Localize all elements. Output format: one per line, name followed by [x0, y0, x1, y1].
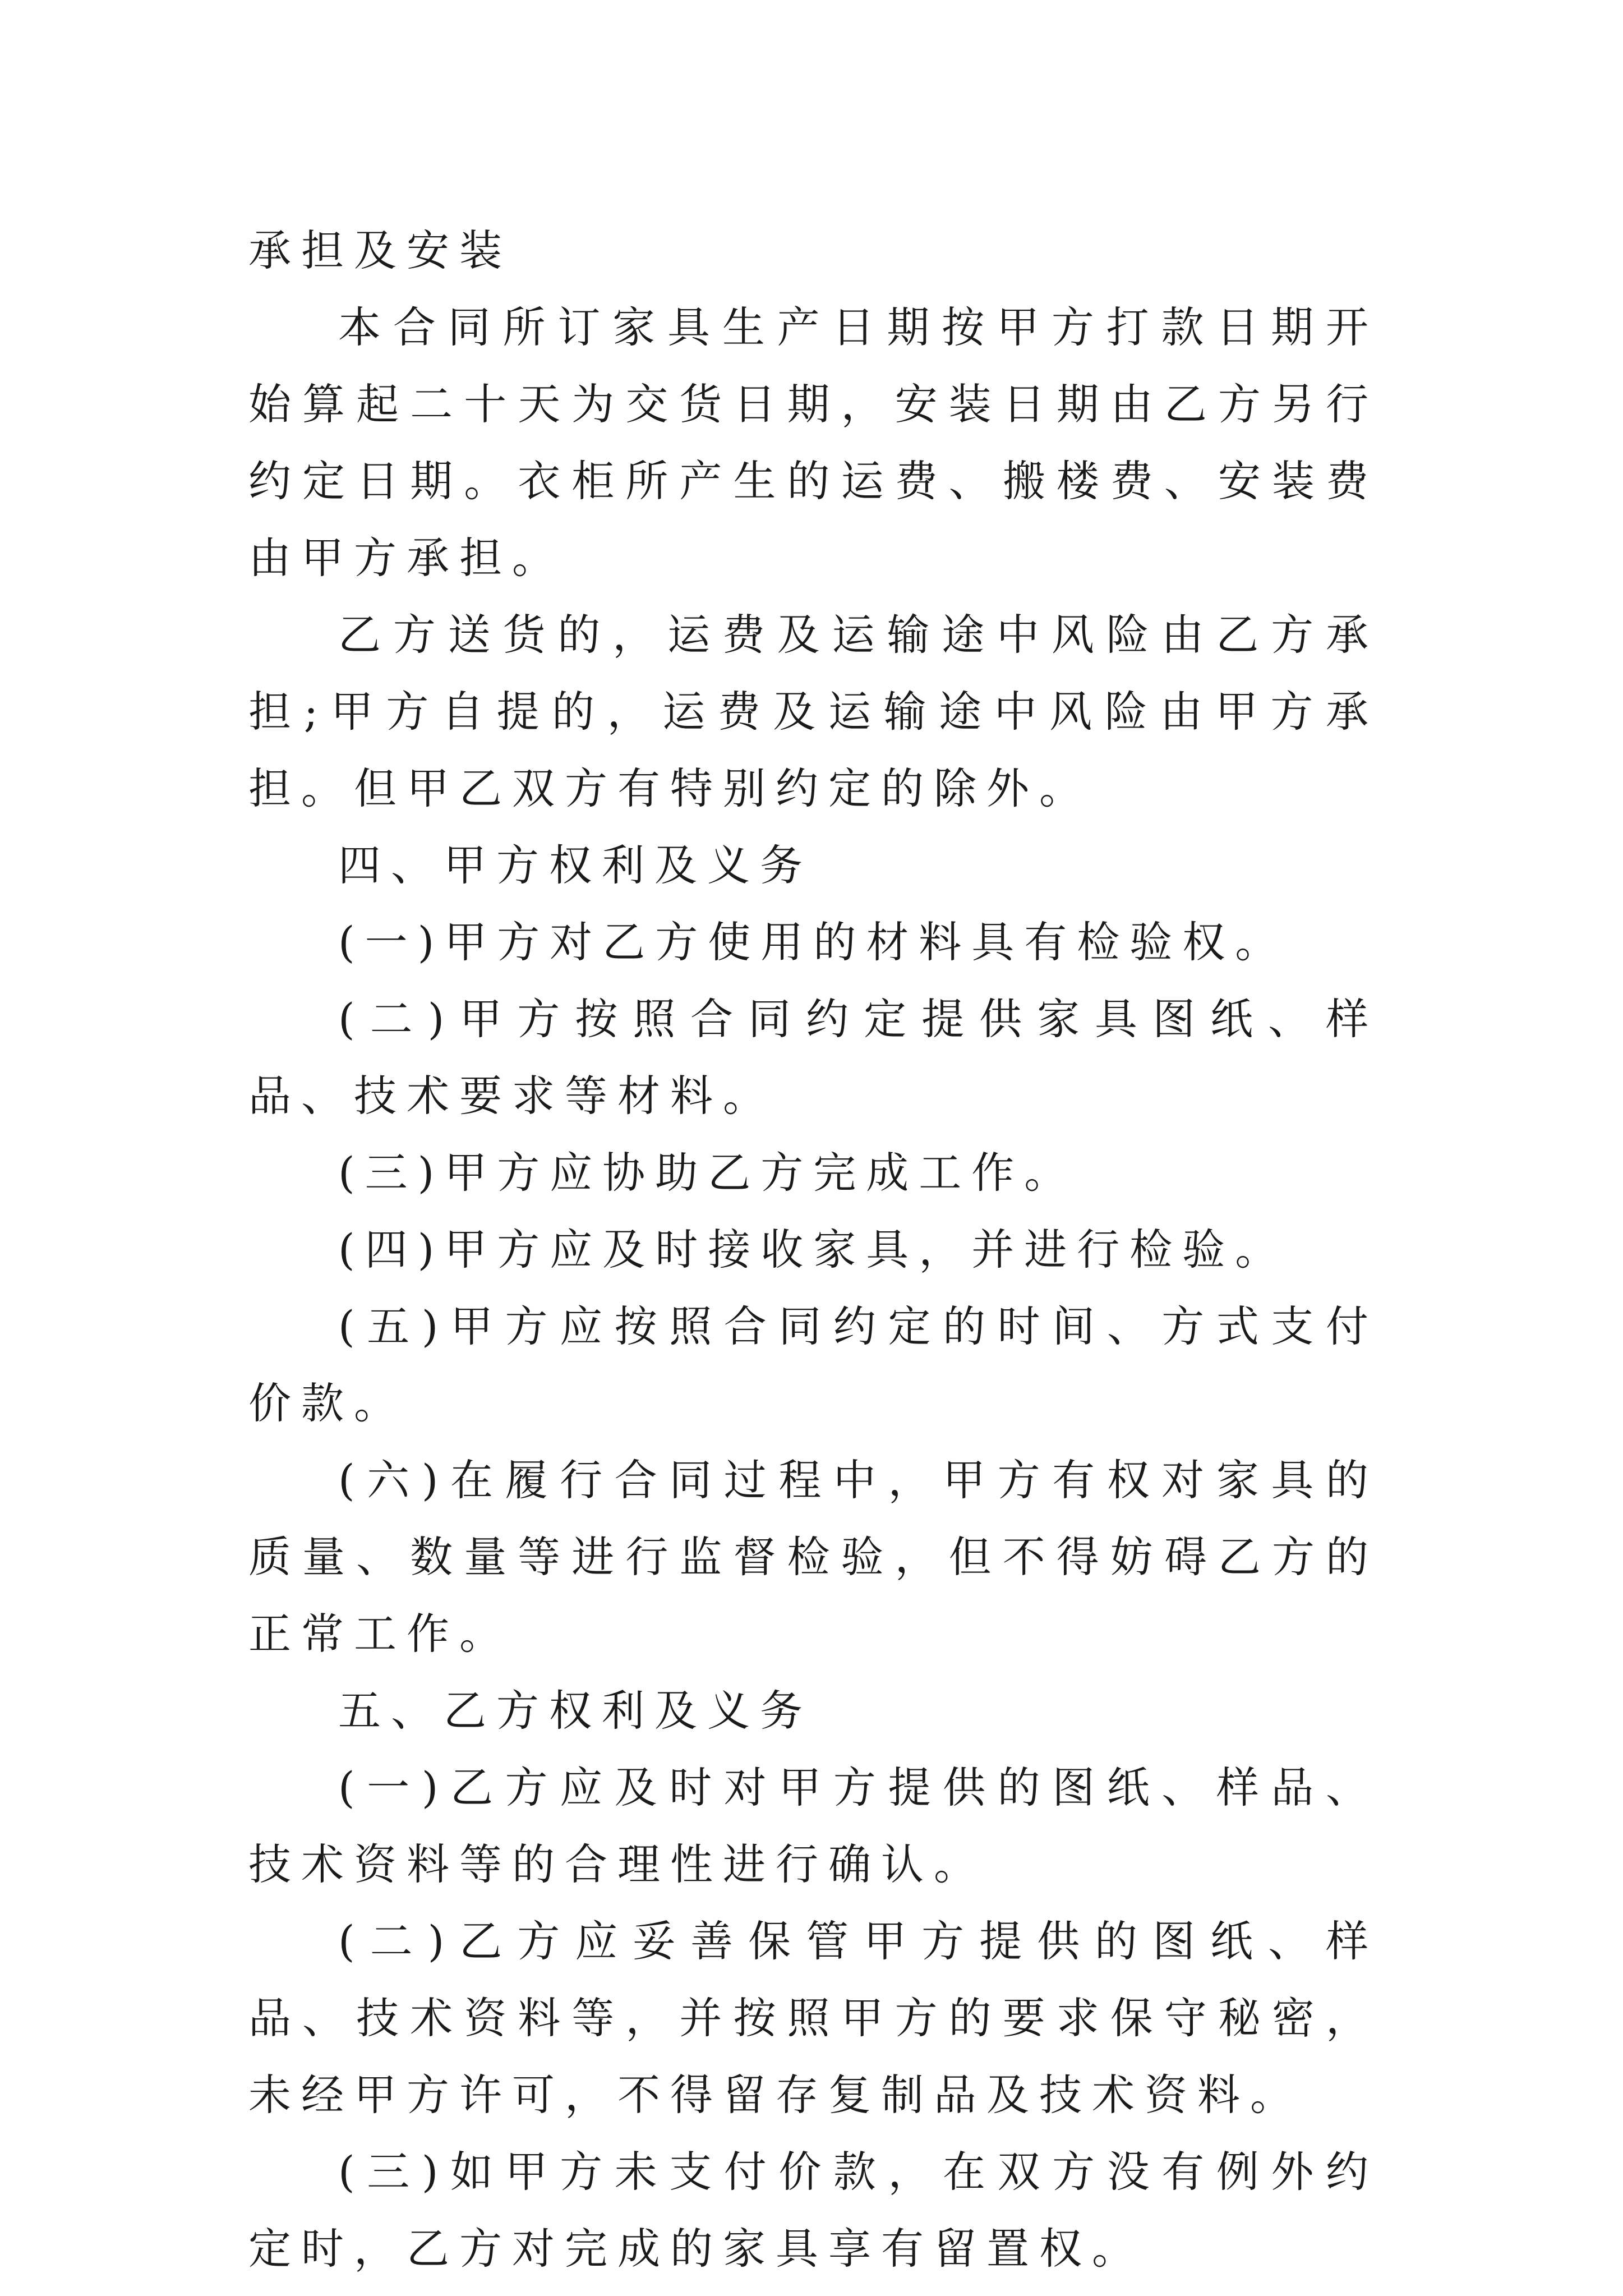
paragraph-delivery-date: 本合同所订家具生产日期按甲方打款日期开始算起二十天为交货日期，安装日期由乙方另行约定日期。衣柜所产生的运费、搬楼费、安装费由甲方承担。	[248, 302, 1378, 583]
paragraph-shipping-risk: 乙方送货的，运费及运输途中风险由乙方承担;甲方自提的，运费及运输途中风险由甲方承担。但甲乙双方有特别约定的除外。	[248, 610, 1378, 813]
clause-a-2: (二)甲方按照合同约定提供家具图纸、样品、技术要求等材料。	[248, 994, 1378, 1121]
clause-a-6: (六)在履行合同过程中，甲方有权对家具的质量、数量等进行监督检验，但不得妨碍乙方的正常工作。	[248, 1455, 1378, 1659]
clause-b-3: (三)如甲方未支付价款，在双方没有例外约定时，乙方对完成的家具享有留置权。	[248, 2147, 1378, 2274]
clause-a-3: (三)甲方应协助乙方完成工作。	[338, 1148, 1077, 1198]
section-heading-party-b: 五、乙方权利及义务	[338, 1686, 813, 1736]
clause-a-4: (四)甲方应及时接收家具，并进行检验。	[338, 1225, 1288, 1274]
section-heading-party-a: 四、甲方权利及义务	[338, 840, 813, 890]
paragraph-continuation-install: 承担及安装	[248, 226, 512, 275]
document-body	[248, 212, 1378, 2287]
clause-b-1: (一)乙方应及时对甲方提供的图纸、样品、技术资料等的合理性进行确认。	[248, 1763, 1378, 1889]
clause-a-1: (一)甲方对乙方使用的材料具有检验权。	[338, 917, 1288, 967]
clause-a-5: (五)甲方应按照合同约定的时间、方式支付价款。	[248, 1301, 1378, 1428]
clause-b-2: (二)乙方应妥善保管甲方提供的图纸、样品、技术资料等，并按照甲方的要求保守秘密，未经甲方许可，不得留存复制品及技术资料。	[248, 1916, 1378, 2120]
